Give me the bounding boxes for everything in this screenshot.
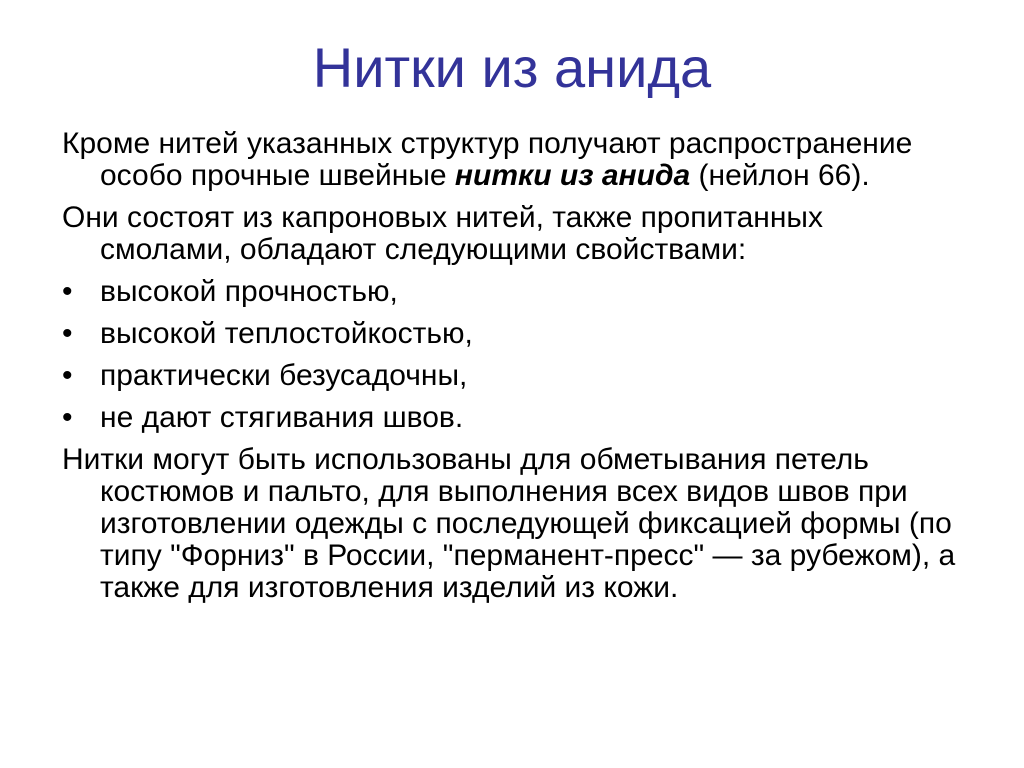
paragraph-usage: Нитки могут быть использованы для обметывания петель костюмов и пальто, для выполнения всех видов швов при изготовлении одежды с последующей фиксацией формы (по типу "Форниз" в России, "перманент-пресс" — за рубежом), а также для изготовления изделий из кожи. [62, 443, 956, 604]
paragraph-intro [62, 128, 962, 192]
bullet-marker: • [62, 275, 73, 308]
bullet-item [62, 276, 962, 308]
paragraph-intro-text: Кроме нитей указанных структур получают распространение особо прочные швейные [62, 127, 913, 192]
bullet-text: высокой теплостойкостью, [100, 317, 473, 350]
bullet-item [62, 360, 962, 392]
bullet-text: не дают стягивания швов. [100, 401, 464, 434]
bullet-marker: • [62, 401, 73, 434]
bullet-item [62, 318, 962, 350]
paragraph-properties: Они состоят из капроновых нитей, также пропитанных смолами, обладают следующими свойствами: [62, 201, 823, 266]
bullet-item [62, 402, 962, 434]
paragraph-intro-tail: (нейлон 66). [690, 159, 870, 192]
paragraph-intro-emphasis: нитки из анида [454, 159, 691, 192]
slide-title: Нитки из анида [312, 36, 712, 99]
bullet-marker: • [62, 359, 73, 392]
bullet-text: практически безусадочны, [100, 359, 468, 392]
slide-content [62, 128, 962, 614]
bullet-text: высокой прочностью, [100, 275, 398, 308]
bullet-marker: • [62, 317, 73, 350]
